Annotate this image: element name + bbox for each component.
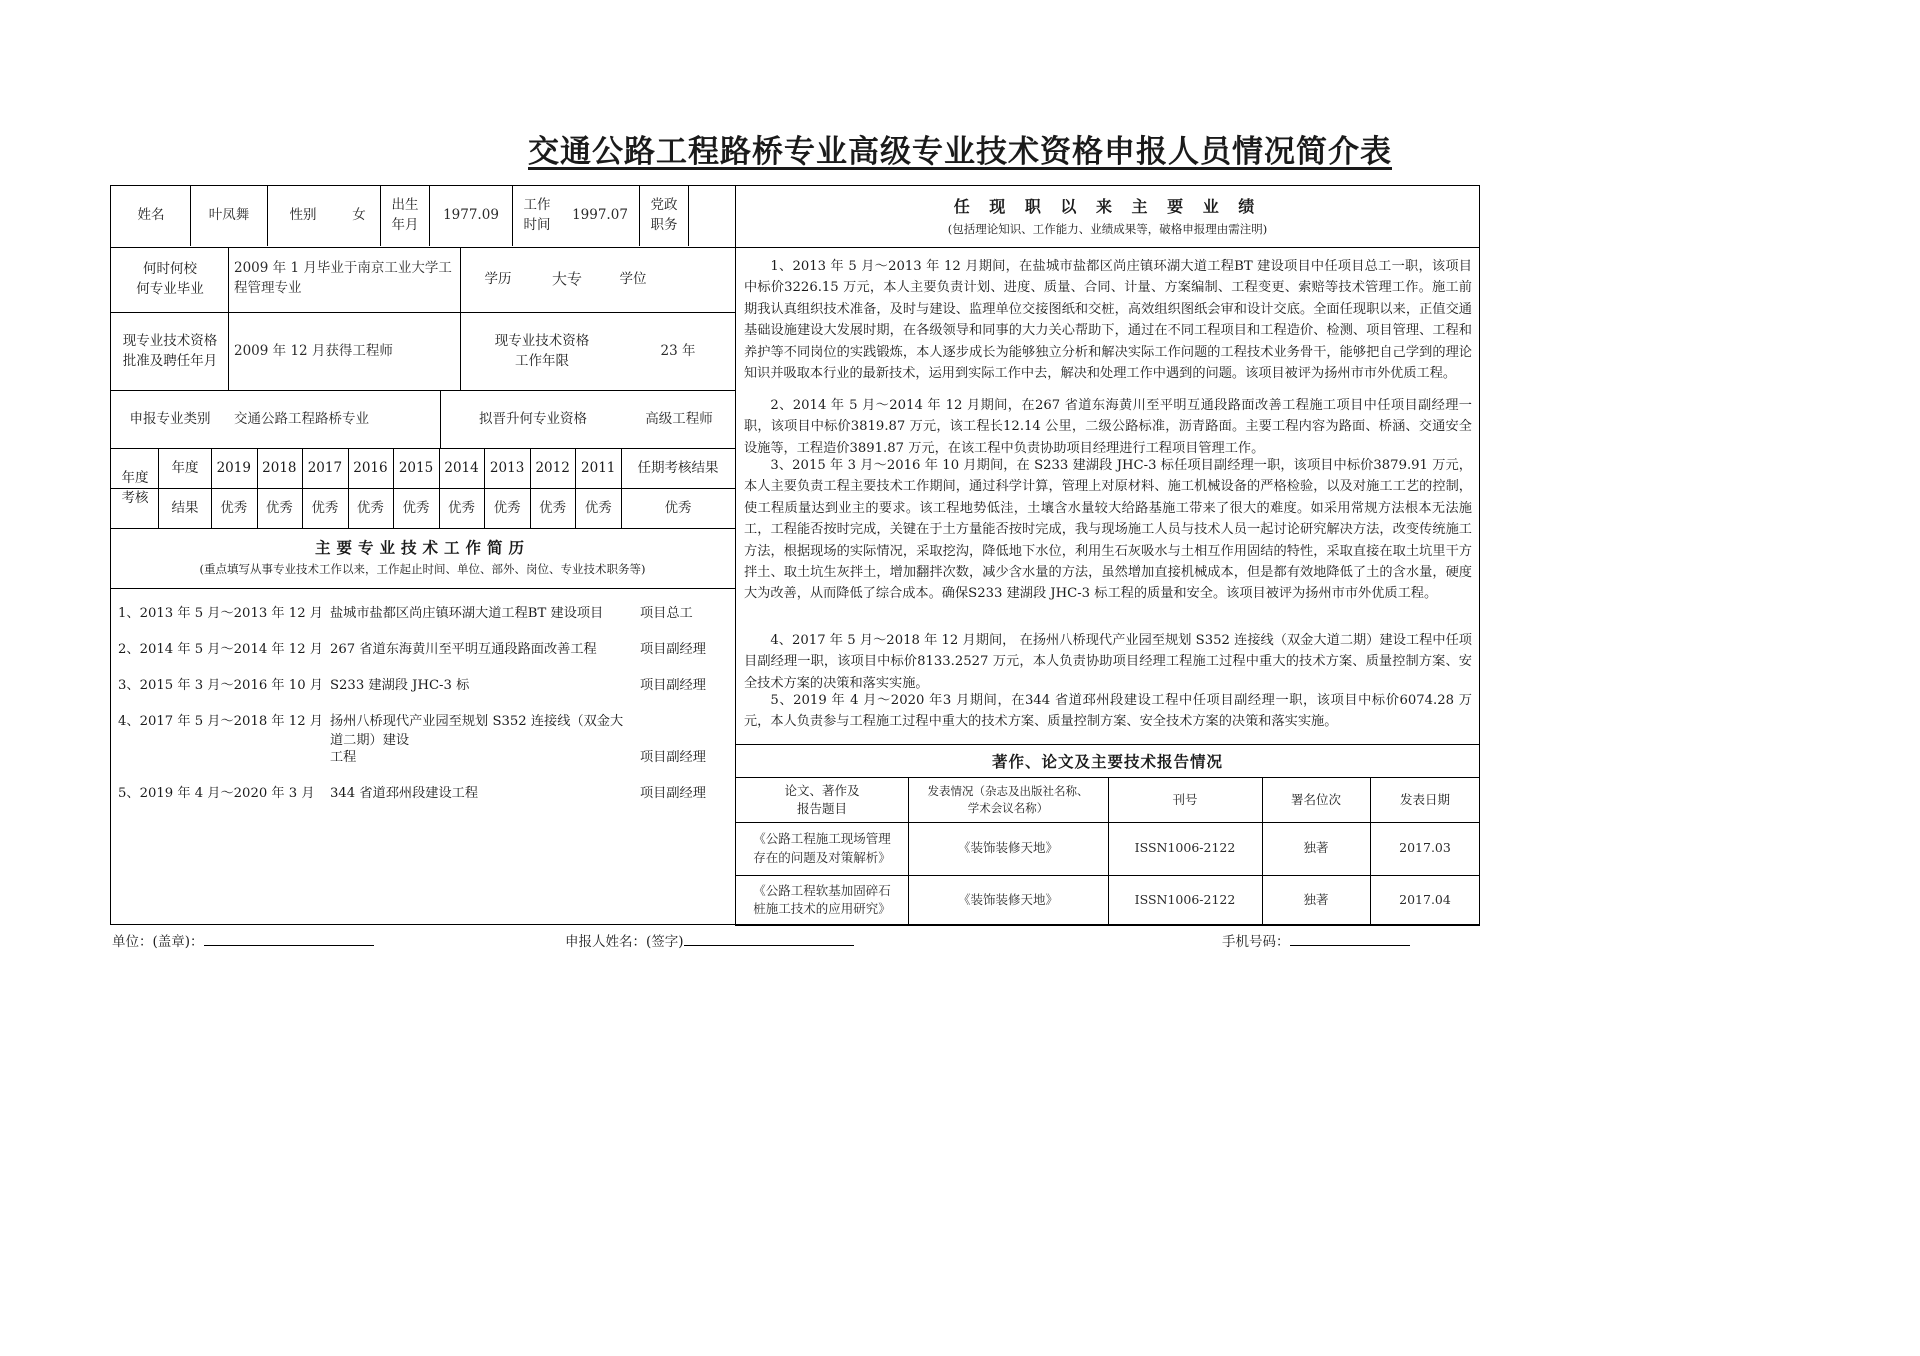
column-divider <box>735 185 736 925</box>
cell-divider <box>439 448 440 528</box>
experience-role: 项目副经理 <box>640 786 706 801</box>
assessment-year: 2015 <box>398 459 434 476</box>
publication-authorship: 独著 <box>1303 840 1329 856</box>
assessment-result: 优秀 <box>265 499 293 516</box>
cell-divider <box>393 448 394 528</box>
cell-divider <box>575 448 576 528</box>
value-apply-category: 交通公路工程路桥专业 <box>234 410 369 427</box>
label-work-time: 工作 时间 <box>523 197 551 233</box>
assessment-result: 优秀 <box>539 499 567 516</box>
publication-title-line: 《公路工程施工现场管理 <box>753 831 891 847</box>
achievement-paragraph: 3、2015 年 3 月～2016 年 10 月期间，在 S233 建湖段 JHC-3 标任项目副经理一职，该项目中标价3879.91 万元，本人主要负责工程主要技术工作期间，通过科学计算，管理上对原材料、施工机械设备的严格检验，以及对施工工艺的控制，使工程质量达到业主的要求。该工程地势低洼，土壤含水量较大给路基施工带来了很大的难度。如采用常规方法根本无法施工，工程能否按时完成，关键在于土方量能否按时完成，我与现场施工人员与技术人员一起讨论研究解决方法，改变传统施工方法，根据现场的实际情况，采取挖沟，降低地下水位，利用生石灰吸水与土相互作用固结的特性，采取直接在取土坑里干方拌土、取土坑生灰拌土，增加翻拌次数，减少含水量的方法，虽然增加直接机械成本，但是都有效地降低了土的含水量，硬度大为改善，从而降低了综合成本。确保S233 建湖段 JHC-3 标工程的质量和安全。该项目被评为扬州市市外优质工程。 <box>744 458 1472 602</box>
label-year-row: 年度 <box>171 459 199 476</box>
cell-divider <box>484 448 485 528</box>
publications-col-journal: 发表情况（杂志及出版社名称、 学术会议名称） <box>927 784 1089 815</box>
cell-divider <box>348 448 349 528</box>
assessment-result: 优秀 <box>448 499 476 516</box>
experience-project: S233 建湖段 JHC-3 标 <box>330 678 470 693</box>
assessment-year: 2013 <box>489 459 525 476</box>
cell-divider <box>460 312 461 390</box>
value-qualification-years: 23 年 <box>660 342 696 359</box>
assessment-result: 优秀 <box>220 499 248 516</box>
value-term-result: 优秀 <box>664 499 692 516</box>
cell-divider <box>228 312 229 390</box>
label-gender: 性别 <box>289 207 317 224</box>
experience-role: 项目副经理 <box>640 642 706 657</box>
publication-title <box>737 876 907 924</box>
experience-project: 工程 <box>330 750 357 765</box>
experience-period: 3、2015 年 3 月～2016 年 10 月 <box>118 678 323 693</box>
publication-issn: ISSN1006-2122 <box>1134 891 1236 907</box>
assessment-year: 2016 <box>353 459 388 476</box>
footer-unit: 单位：(盖章)： <box>112 930 374 950</box>
value-degree-level: 大专 <box>551 270 582 289</box>
label-birth: 出生 年月 <box>391 197 419 233</box>
assessment-year: 2018 <box>262 459 297 476</box>
value-gender: 女 <box>352 207 366 224</box>
footer-applicant: 申报人姓名：(签字) <box>565 930 854 950</box>
footer-phone: 手机号码： <box>1222 930 1410 950</box>
value-name: 叶凤舞 <box>208 207 250 224</box>
value-birth: 1977.09 <box>443 207 499 224</box>
label-apply-category: 申报专业类别 <box>129 410 211 427</box>
assessment-result: 优秀 <box>402 499 430 516</box>
label-party-position: 党政 职务 <box>650 197 678 233</box>
value-target-qualification: 高级工程师 <box>645 410 713 427</box>
applicant-signature-line[interactable] <box>684 932 854 946</box>
publication-journal: 《装饰装修天地》 <box>957 891 1058 907</box>
publications-section-title: 著作、论文及主要技术报告情况 <box>991 752 1223 771</box>
achievements-subtitle: (包括理论知识、工作能力、业绩成果等，破格申报理由需注明) <box>947 222 1268 236</box>
assessment-result: 优秀 <box>356 499 384 516</box>
cell-divider <box>460 247 461 312</box>
publication-title-line: 存在的问题及对策解析》 <box>753 849 891 865</box>
achievements-title: 任 现 职 以 来 主 要 业 绩 <box>953 197 1262 216</box>
label-name: 姓名 <box>137 207 165 224</box>
label-current-qualification: 现专业技术资格 批准及聘任年月 <box>122 332 218 369</box>
assessment-year: 2017 <box>307 459 343 476</box>
value-graduation: 2009 年 1 月毕业于南京工业大学工程管理专业 <box>234 260 452 297</box>
page-title-text: 交通公路工程路桥专业高级专业技术资格申报人员情况简介表 <box>528 134 1392 170</box>
publication-authorship: 独著 <box>1303 891 1329 907</box>
experience-period: 4、2017 年 5 月～2018 年 12 月 <box>118 714 323 729</box>
assessment-result: 优秀 <box>584 499 612 516</box>
label-qualification-years: 现专业技术资格 工作年限 <box>494 332 590 369</box>
label-degree: 学位 <box>619 271 647 288</box>
assessment-result: 优秀 <box>311 499 339 516</box>
label-term-result: 任期考核结果 <box>637 459 719 476</box>
publication-title-line: 《公路工程软基加固碎石 <box>753 882 891 898</box>
experience-period: 2、2014 年 5 月～2014 年 12 月 <box>118 642 323 657</box>
experience-role: 项目副经理 <box>640 678 706 693</box>
section-divider <box>110 588 735 589</box>
assessment-result: 优秀 <box>493 499 521 516</box>
experience-project: 344 省道邳州段建设工程 <box>330 786 479 801</box>
achievement-paragraph: 4、2017 年 5 月～2018 年 12 月期间， 在扬州八桥现代产业园至规划 S352 连接线（双金大道二期）建设工程中任项目副经理一职，该项目中标价8133.2527 万元，本人负责协助项目经理工程施工过程中重大的技术方案、质量控制方案、安全技术方案的决策和落实实施。 <box>744 633 1472 691</box>
phone-input-line[interactable] <box>1290 932 1410 946</box>
page-title <box>0 126 1920 171</box>
assessment-year: 2014 <box>444 459 479 476</box>
achievement-paragraph: 5、2019 年 4 月～2020 年3 月期间，在344 省道邳州段建设工程中任项目副经理一职，该项目中标价6074.28 万元，本人负责参与工程施工过程中重大的技术方案、质量控制方案、安全技术方案的决策和落实实施。 <box>744 693 1472 730</box>
achievement-paragraph: 2、2014 年 5 月～2014 年 12 月期间，在267 省道东海黄川至平明互通段路面改善工程施工项目中任项目副经理一职，该项目中标价3819.87 万元，该工程长12.14 公里，二级公路标准，沥青路面。主要工程内容为路面、桥涵、交通安全设施等，工程造价3891.87 万元，在该工程中负责协助项目经理进行工程项目管理工作。 <box>744 398 1472 456</box>
label-result-row: 结果 <box>171 499 199 516</box>
value-current-qualification: 2009 年 12 月获得工程师 <box>234 342 393 359</box>
assessment-year: 2012 <box>535 459 570 476</box>
publication-journal: 《装饰装修天地》 <box>957 840 1058 856</box>
cell-divider <box>257 448 258 528</box>
experience-role: 项目总工 <box>640 606 693 621</box>
label-degree-level: 学历 <box>484 271 512 288</box>
assessment-year: 2019 <box>216 459 251 476</box>
value-party-position <box>689 186 735 246</box>
publications-col-title: 论文、著作及 报告题目 <box>784 782 860 816</box>
experience-project: 盐城市盐都区尚庄镇环湖大道工程BT 建设项目 <box>330 606 604 621</box>
cell-divider <box>302 448 303 528</box>
cell-divider <box>228 247 229 312</box>
publication-date: 2017.03 <box>1399 840 1451 856</box>
publications-col-authorship: 署名位次 <box>1290 791 1341 807</box>
experience-section-subtitle: (重点填写从事专业技术工作以来，工作起止时间、单位、部外、岗位、专业技术职务等) <box>199 562 646 576</box>
publications-col-issn: 刊号 <box>1172 791 1198 807</box>
publications-col-date: 发表日期 <box>1399 791 1450 807</box>
publication-title <box>737 823 907 874</box>
value-work-time: 1997.07 <box>572 207 628 224</box>
experience-role: 项目副经理 <box>640 750 706 765</box>
assessment-year: 2011 <box>581 459 616 476</box>
experience-period: 5、2019 年 4 月～2020 年 3 月 <box>118 786 315 801</box>
cell-divider <box>530 448 531 528</box>
publication-issn: ISSN1006-2122 <box>1134 840 1236 856</box>
label-target-qualification: 拟晋升何专业资格 <box>479 410 587 427</box>
experience-period: 1、2013 年 5 月～2013 年 12 月 <box>118 606 323 621</box>
achievements-header-divider <box>735 247 1480 248</box>
publication-date: 2017.04 <box>1399 891 1451 907</box>
publications-row-divider <box>735 925 1480 926</box>
achievement-paragraph: 1、2013 年 5 月～2013 年 12 月期间，在盐城市盐都区尚庄镇环湖大道工程BT 建设项目中任项目总工一职，该项目中标价3226.15 万元，本人主要负责计划、进度、质量、合同、计量、方案编制、工程变更、索赔等技术管理工作。施工前期我认真组织技术准备，及时与建设、监理单位交接图纸和交桩，高效组织图纸会审和设计交底。全面任现职以来，正值交通基础设施建设大发展时期，在各级领导和同事的大力关心帮助下，通过在不同工程项目和工程造价、检测、项目管理、工程和养护等不同岗位的实践锻炼，本人逐步成长为能够独立分析和解决实际工作问题的工程技术业务骨干，能够把自己学到的理论知识并吸取本行业的最新技术，运用到实际工作中去，解决和处理工作中遇到的问题。该项目被评为扬州市市外优质工程。 <box>744 259 1472 381</box>
assessment-row-divider <box>110 528 735 529</box>
cell-divider <box>440 390 441 448</box>
value-degree <box>666 248 734 312</box>
label-graduation: 何时何校 何专业毕业 <box>136 261 204 297</box>
label-annual-assessment: 年度 考核 <box>121 469 149 506</box>
experience-section-title: 主要专业技术工作简历 <box>314 538 530 557</box>
publications-divider <box>735 744 1480 745</box>
experience-project: 扬州八桥现代产业园至规划 S352 连接线（双金大道二期）建设 <box>330 714 624 748</box>
unit-signature-line[interactable] <box>204 932 374 946</box>
publication-title-line: 桩施工技术的应用研究》 <box>753 901 891 916</box>
experience-project: 267 省道东海黄川至平明互通段路面改善工程 <box>330 642 597 657</box>
